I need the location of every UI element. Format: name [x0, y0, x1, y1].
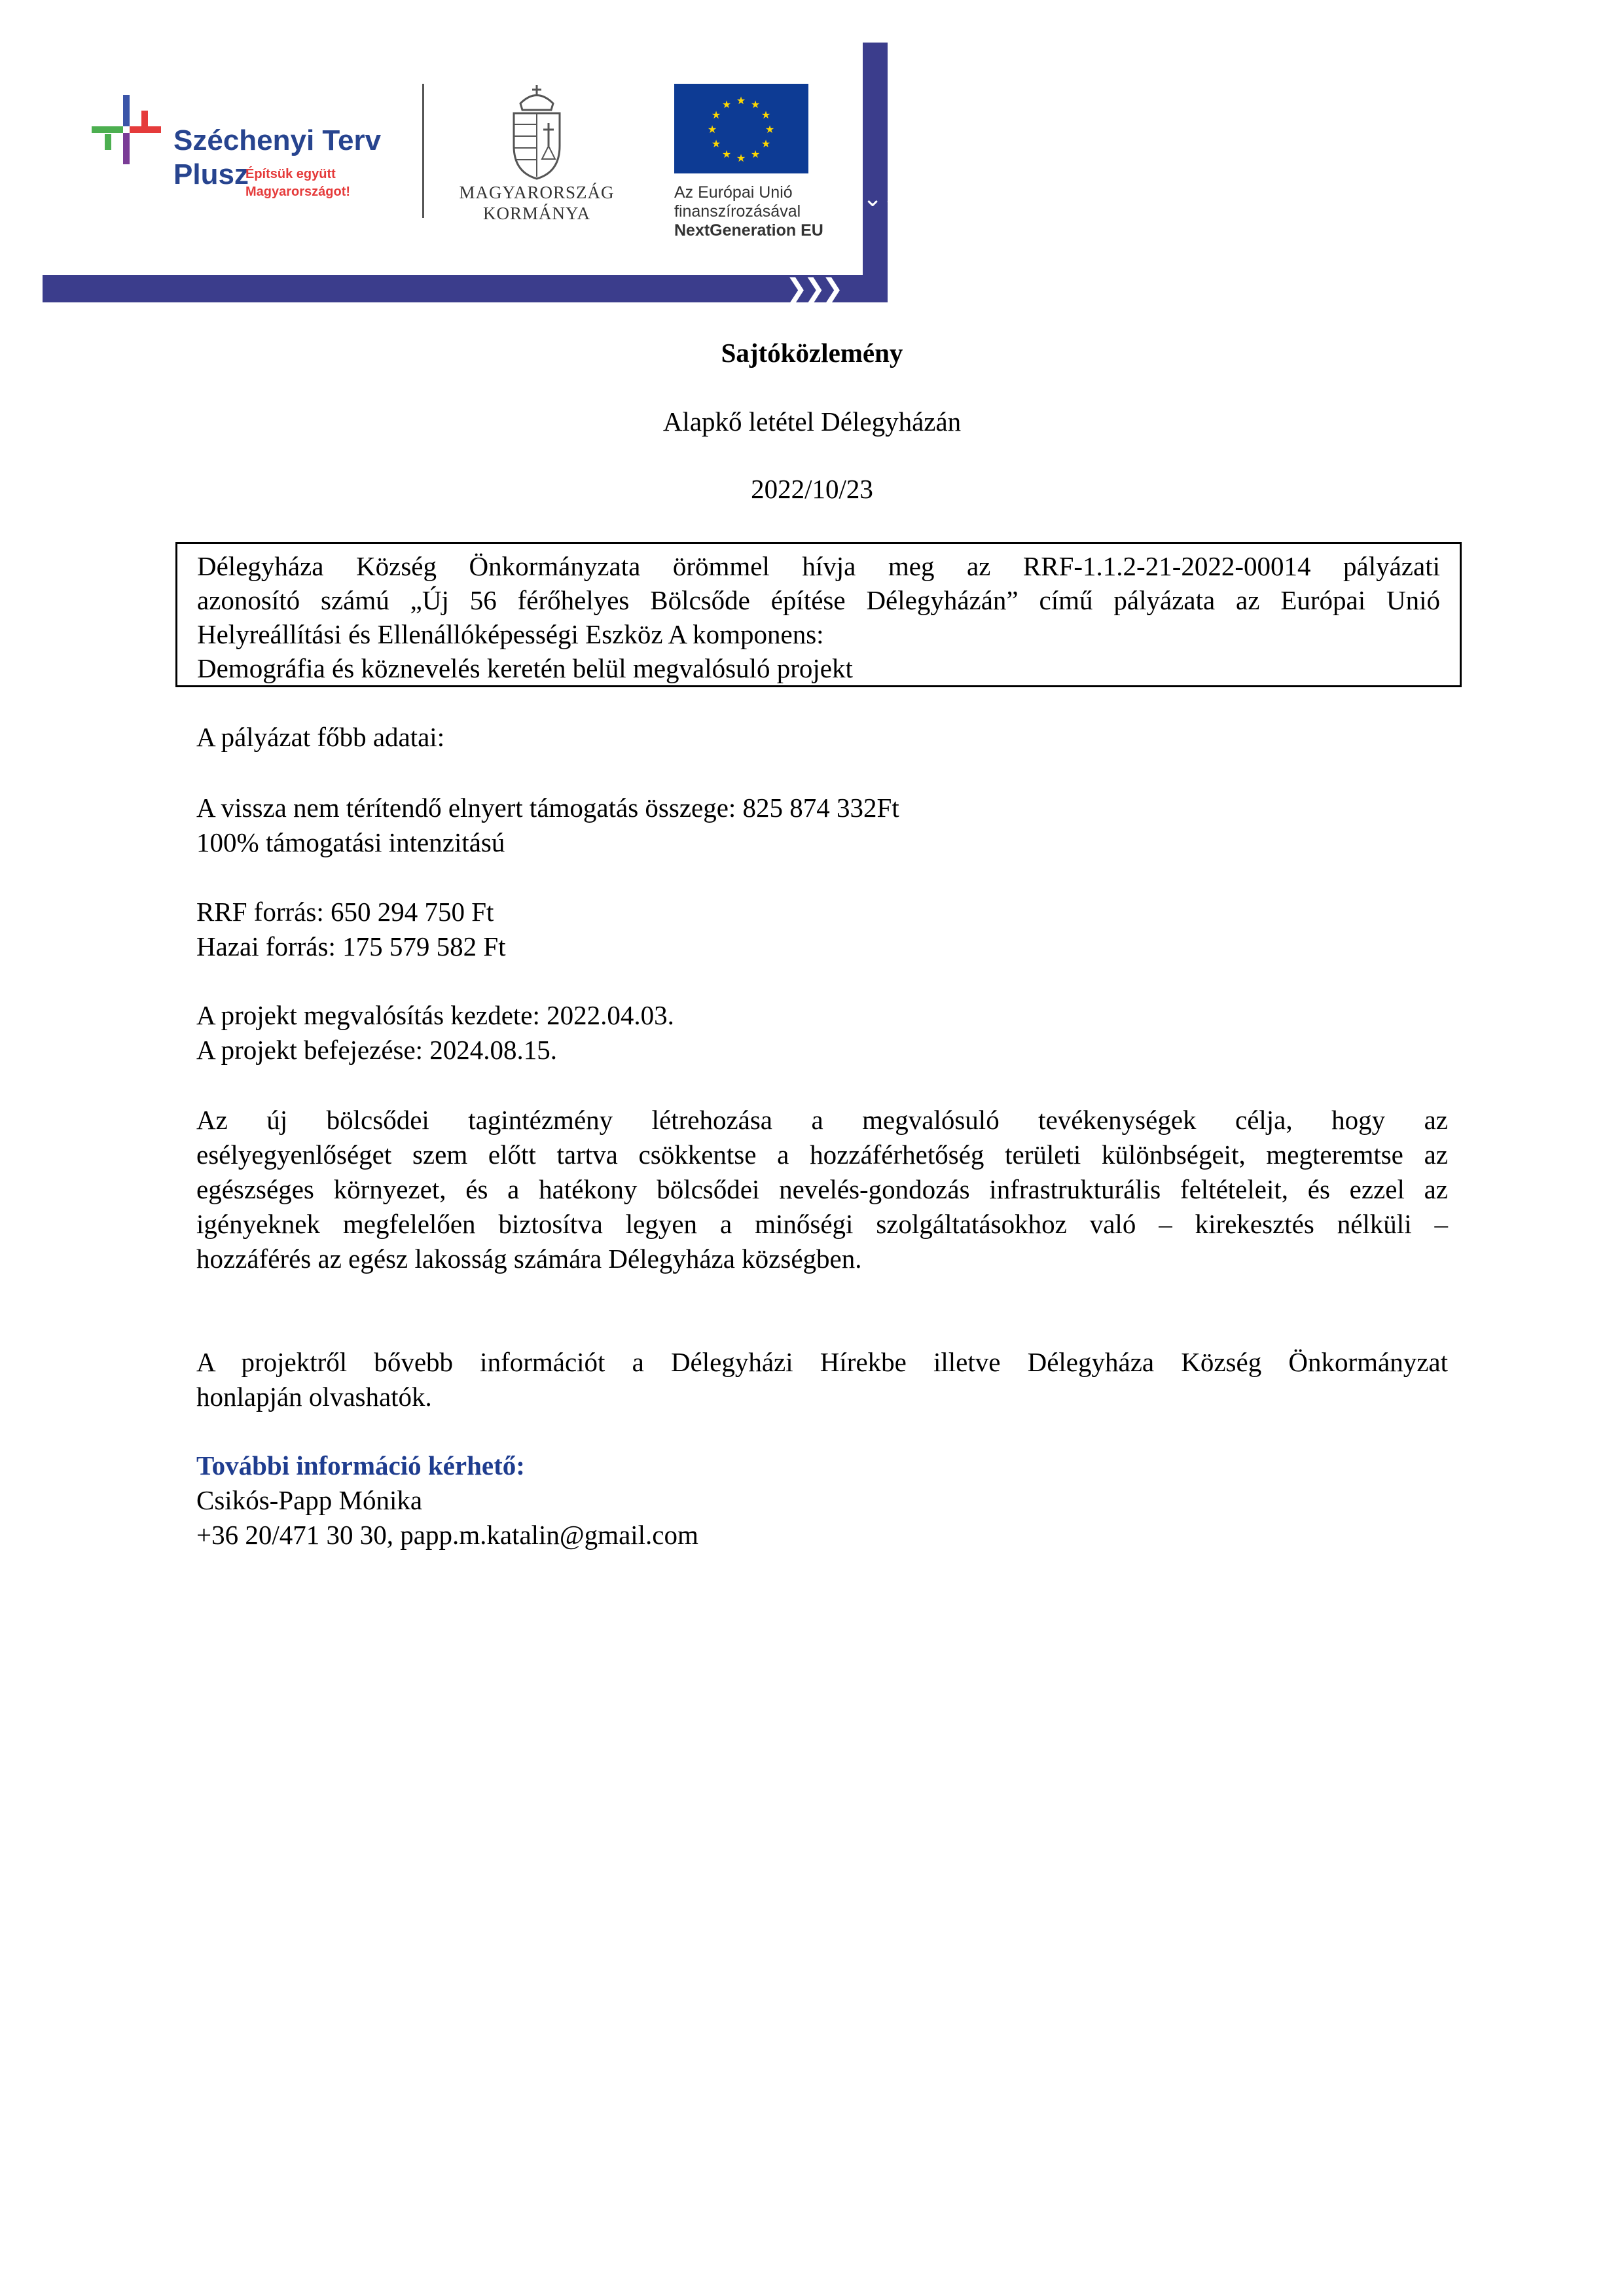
more-info-paragraph [196, 1345, 1448, 1414]
logo-divider [422, 84, 424, 218]
szechenyi-slogan-line2: Magyarországot! [245, 185, 351, 199]
description-line-5: hozzáférés az egész lakosság számára Délegyháza községben. [196, 1244, 862, 1274]
chevron-down-icon: ⌄⌄⌄⌄ [863, 185, 942, 212]
svg-text:★: ★ [711, 109, 721, 121]
eu-label-line1: Az Európai Unió [674, 183, 793, 202]
contact-details: +36 20/471 30 30, papp.m.katalin@gmail.com [196, 1520, 698, 1550]
intro-box [175, 542, 1462, 687]
svg-text:★: ★ [765, 123, 775, 135]
project-start: A projekt megvalósítás kezdete: 2022.04.03. [196, 1000, 674, 1030]
contact-section [196, 1448, 1448, 1552]
szechenyi-title: Széchenyi Terv [173, 124, 382, 156]
document-subtitle: Alapkő letétel Délegyházán [662, 406, 962, 437]
eu-flag-icon [674, 84, 808, 173]
description-line-3: egészséges környezet, és a hatékony bölcsődei nevelés-gondozás infrastrukturális feltételeit, és ezzel az [196, 1174, 1448, 1204]
data-heading: A pályázat főbb adatai: [196, 722, 445, 752]
contact-name: Csikós-Papp Mónika [196, 1485, 423, 1515]
intro-line-3: Helyreállítási és Ellenállóképességi Eszköz A komponens: [197, 619, 824, 649]
svg-text:★: ★ [761, 109, 771, 121]
rrf-source: RRF forrás: 650 294 750 Ft [196, 897, 494, 927]
svg-text:★: ★ [750, 148, 761, 160]
document-date: 2022/10/23 [751, 474, 873, 504]
eu-funding-label [674, 183, 823, 240]
eu-label-line2: finanszírozásával [674, 202, 801, 221]
more-info-line-1: A projektről bővebb információt a Délegyházi Hírekbe illetve Délegyháza Község Önkormányzat [196, 1347, 1448, 1377]
support-section [196, 791, 1448, 860]
data-heading-section [196, 720, 1448, 755]
svg-text:★: ★ [707, 123, 717, 135]
project-end: A projekt befejezése: 2024.08.15. [196, 1035, 558, 1065]
intro-line-4: Demográfia és köznevelés keretén belül megvalósuló projekt [197, 653, 853, 683]
svg-text:★: ★ [721, 148, 732, 160]
hungarian-coat-of-arms-icon [504, 84, 569, 182]
svg-text:★: ★ [761, 137, 771, 150]
description-line-4: igényeknek megfelelően biztosítva legyen a minőségi szolgáltatásokhoz való – kirekesztés nélküli – [196, 1209, 1448, 1239]
funding-sources-section [196, 895, 1448, 964]
banner-vertical-bar [863, 43, 942, 302]
more-info-line-2: honlapján olvashatók. [196, 1382, 432, 1412]
government-label-line1: MAGYARORSZÁG [459, 183, 615, 202]
header-banner [0, 0, 1624, 314]
svg-text:★: ★ [750, 98, 761, 111]
government-label-line2: KORMÁNYA [482, 204, 590, 223]
svg-text:★: ★ [736, 94, 746, 107]
project-dates-section [196, 998, 1448, 1067]
szechenyi-cross-logo-icon [92, 95, 164, 167]
description-paragraph [196, 1103, 1448, 1276]
eu-label-line3: NextGeneration EU [674, 221, 823, 240]
szechenyi-plusz: Plusz [173, 158, 249, 190]
chevron-right-icon: ❯❯❯ [785, 274, 840, 304]
intro-line-2: azonosító számú „Új 56 férőhelyes Bölcsőde építése Délegyházán” című pályázata az Európai Unió [197, 585, 1440, 615]
banner-horizontal-bar [43, 275, 887, 302]
svg-text:★: ★ [721, 98, 732, 111]
szechenyi-slogan-line1: Építsük együtt [245, 167, 336, 181]
contact-label: További információ kérhető: [196, 1450, 525, 1480]
svg-text:★: ★ [736, 152, 746, 164]
svg-text:★: ★ [711, 137, 721, 150]
szechenyi-slogan [245, 166, 350, 201]
domestic-source: Hazai forrás: 175 579 582 Ft [196, 931, 506, 961]
document-title: Sajtóközlemény [721, 338, 903, 368]
government-label [458, 182, 615, 224]
description-line-2: esélyegyenlőséget szem előtt tartva csökkentse a hozzáférhetőség területi különbségeit, megteremtse az [196, 1139, 1448, 1170]
support-intensity: 100% támogatási intenzitású [196, 827, 505, 857]
intro-line-1: Délegyháza Község Önkormányzata örömmel hívja meg az RRF-1.1.2-21-2022-00014 pályázati [197, 551, 1440, 581]
support-amount: A vissza nem térítendő elnyert támogatás összege: 825 874 332Ft [196, 793, 899, 823]
description-line-1: Az új bölcsődei tagintézmény létrehozása a megvalósuló tevékenységek célja, hogy az [196, 1105, 1448, 1135]
